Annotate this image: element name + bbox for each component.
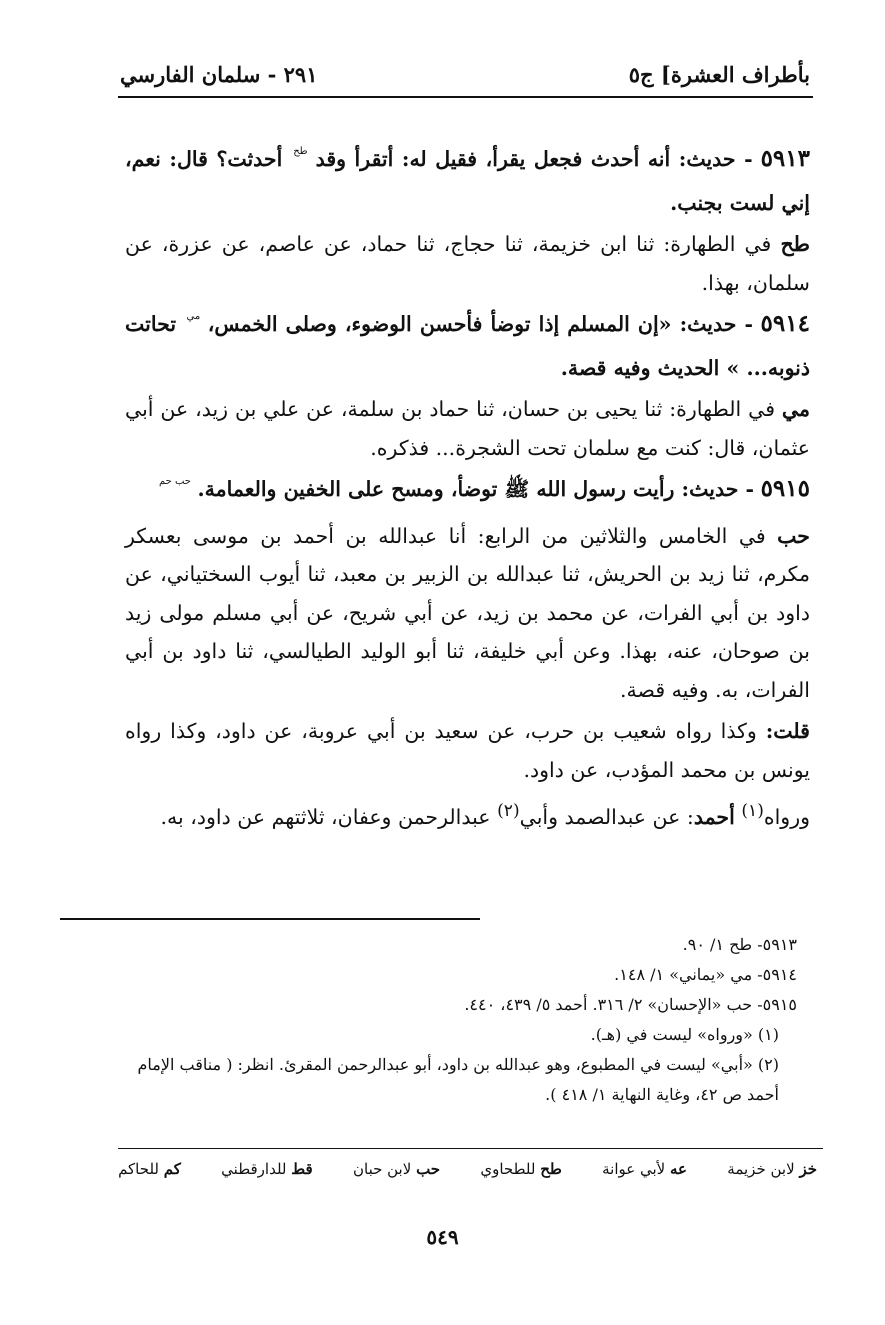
legend-label: للطحاوي	[480, 1160, 536, 1178]
entry-lead: - حديث: «إن المسلم إذا توضأ فأحسن الوضوء، وصلى الخمس،	[207, 312, 754, 336]
abbreviation-legend	[118, 1160, 817, 1178]
entry-number: ٥٩١٤	[760, 310, 810, 337]
entry-continuation: تحاتت ذنوبه... » الحديث وفيه قصة.	[125, 312, 810, 380]
source-text: في الطهارة: ثنا ابن خزيمة، ثنا حجاج، ثنا حماد، عن عاصم، عن عزرة، عن سلمان، بهذا.	[125, 232, 810, 295]
footnote-divider	[60, 918, 480, 920]
source-sigla: مي	[186, 311, 201, 322]
legend-code: كم	[163, 1160, 181, 1178]
footnote: (١) «ورواه» ليست في (هـ).	[590, 1025, 779, 1044]
entry-lead: - حديث: رأيت رسول الله ﷺ توضأ، ومسح على الخفين والعمامة.	[197, 477, 755, 501]
legend-item	[727, 1160, 817, 1178]
qult-paragraph	[125, 712, 810, 789]
entry-5915	[125, 470, 810, 514]
legend-item	[602, 1160, 687, 1178]
qult-key: قلت:	[765, 719, 810, 743]
page-number: ٥٤٩	[426, 1225, 459, 1249]
footnote: ٥٩١٤- مي «يماني» ١/ ١٤٨.	[614, 965, 797, 984]
footnote: ٥٩١٣- طح ١/ ٩٠.	[682, 935, 797, 954]
source-sigla: حب حم	[158, 476, 191, 487]
main-text	[125, 140, 810, 839]
legend-item	[221, 1160, 313, 1178]
legend-label: لابن حبان	[352, 1160, 412, 1178]
header-divider	[118, 96, 813, 98]
legend-label: لابن خزيمة	[727, 1160, 795, 1178]
legend-code: حب	[416, 1160, 441, 1178]
qult-text: وكذا رواه شعيب بن حرب، عن سعيد بن أبي عروبة، عن داود، وكذا رواه يونس بن محمد المؤدب، عن داود.	[125, 719, 810, 782]
source-5914	[125, 390, 810, 467]
legend-code: طح	[540, 1160, 562, 1178]
legend-label: للحاكم	[118, 1160, 159, 1178]
footnote: ٥٩١٥- حب «الإحسان» ٢/ ٣١٦. أحمد ٥/ ٤٣٩، ٤٤٠.	[464, 995, 797, 1014]
source-key: حب	[777, 523, 810, 548]
footnotes	[120, 930, 797, 1110]
book-title: بأطراف العشرة] ج٥	[628, 61, 810, 87]
entry-5913	[125, 140, 810, 222]
legend-item	[353, 1160, 440, 1178]
rawahu-mid: : عن عبدالصمد وأبي	[519, 804, 694, 829]
source-5915	[125, 517, 810, 710]
entry-lead: - حديث: أنه أحدث فجعل يقرأ، فقيل له: أتقرأ وقد	[315, 147, 753, 171]
legend-label: لأبي عوانة	[602, 1160, 666, 1178]
legend-divider	[118, 1148, 823, 1149]
section-title: ٢٩١ - سلمان الفارسي	[120, 61, 318, 87]
footnote-ref-2: (٢)	[497, 801, 520, 821]
entry-5914	[125, 305, 810, 387]
source-text: في الطهارة: ثنا يحيى بن حسان، ثنا حماد بن سلمة، عن علي بن زيد، عن أبي عثمان، قال: كنت مع سلمان تحت الشجرة... فذكره.	[125, 397, 810, 460]
source-5913	[125, 225, 810, 302]
legend-code: قط	[291, 1160, 313, 1178]
entry-number: ٥٩١٣	[760, 145, 810, 172]
legend-item	[480, 1160, 561, 1178]
source-text: في الخامس والثلاثين من الرابع: أنا عبدالله بن أحمد بن موسى بعسكر مكرم، ثنا زيد بن الحريش، ثنا عبدالله بن الزبير بن معبد، ثنا أيوب السختياني، عن داود بن أبي الفرات، عن محمد بن زيد، عن أبي شريح، عن أبي مسلم مولى زيد بن صوحان، عنه، بهذا. وعن أبي خليفة، ثنا أبو الوليد الطيالسي، ثنا داود بن أبي الفرات، به. وفيه قصة.	[125, 523, 810, 702]
rawahu-key: أحمد	[693, 804, 735, 829]
legend-item	[118, 1160, 181, 1178]
rawahu-paragraph	[125, 792, 810, 836]
footnote: (٢) «أبي» ليست في المطبوع، وهو عبدالله بن داود، أبو عبدالرحمن المقرئ. انظر: ( مناقب الإمام أحمد ص ٤٢، وغاية النهاية ١/ ٤١٨ ).	[137, 1055, 779, 1104]
source-sigla: طح	[293, 146, 308, 157]
entry-continuation: أحدثت؟ قال: نعم، إني لست بجنب.	[125, 147, 810, 215]
footnote-ref-1: (١)	[741, 801, 764, 821]
legend-code: عه	[670, 1160, 688, 1178]
legend-code: خز	[799, 1160, 817, 1178]
legend-label: للدارقطني	[221, 1160, 287, 1178]
source-key: مي	[781, 397, 810, 421]
page-header	[120, 58, 810, 90]
rawahu-post: عبدالرحمن وعفان، ثلاثتهم عن داود، به.	[160, 804, 491, 829]
rawahu-pre: ورواه	[763, 804, 810, 829]
source-key: طح	[780, 232, 810, 256]
entry-number: ٥٩١٥	[760, 475, 810, 502]
